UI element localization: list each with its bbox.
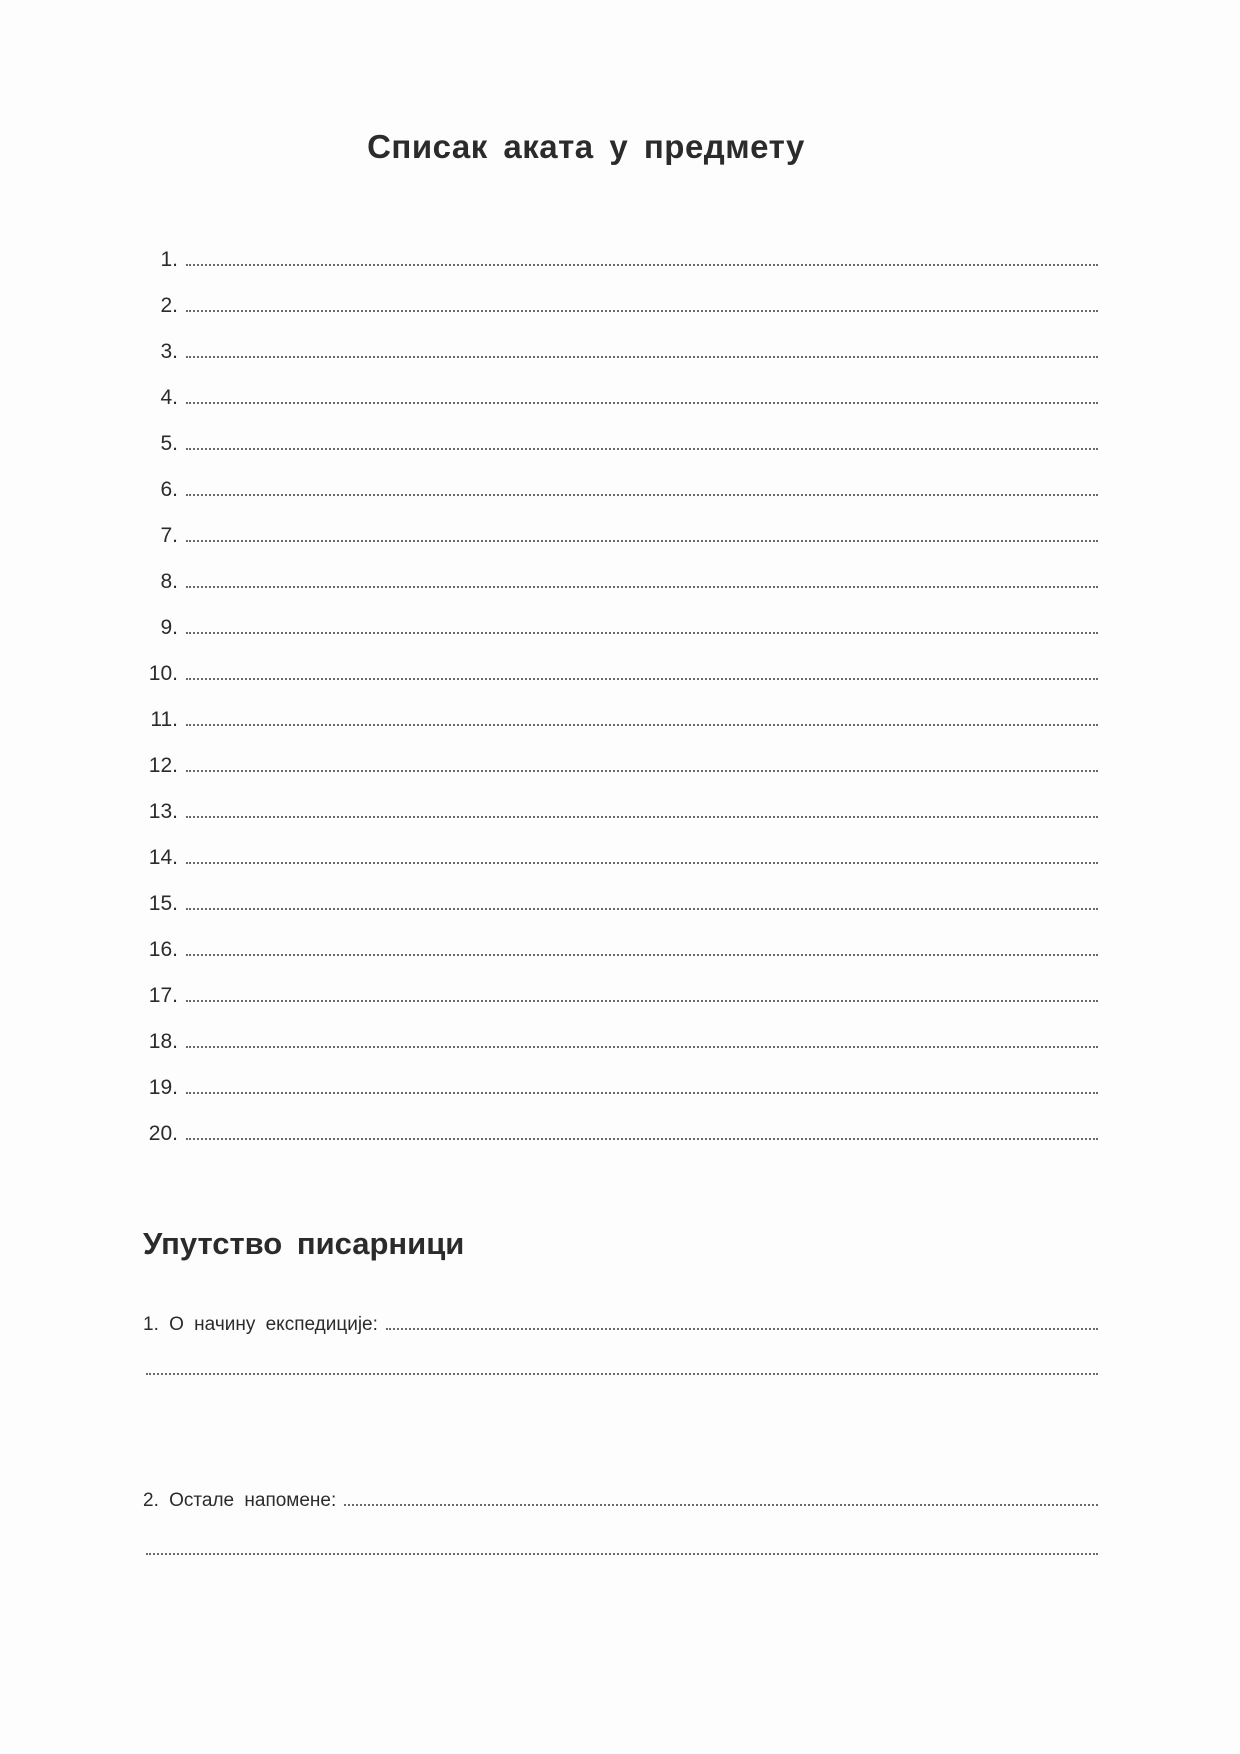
other-notes-line[interactable] bbox=[344, 1488, 1098, 1506]
list-item-fill-line[interactable] bbox=[186, 522, 1098, 542]
list-item-number: 12. bbox=[148, 754, 178, 777]
list-item-fill-line[interactable] bbox=[186, 890, 1098, 910]
list-item-number: 6. bbox=[160, 478, 178, 501]
dispatch-method-label: 1. О начину експедиције: bbox=[143, 1314, 378, 1335]
list-item-number: 11. bbox=[150, 708, 178, 731]
list-item bbox=[128, 476, 1098, 522]
list-item-number: 16. bbox=[148, 938, 178, 961]
list-item-fill-line[interactable] bbox=[186, 982, 1098, 1002]
list-item bbox=[128, 246, 1098, 292]
dispatch-method-continuation-line[interactable] bbox=[146, 1373, 1098, 1375]
list-item-number: 13. bbox=[148, 800, 178, 823]
list-item-number: 9. bbox=[160, 616, 178, 639]
list-item bbox=[128, 384, 1098, 430]
list-item-number: 8. bbox=[160, 570, 178, 593]
list-item-fill-line[interactable] bbox=[186, 752, 1098, 772]
list-item bbox=[128, 522, 1098, 568]
list-item bbox=[128, 982, 1098, 1028]
dispatch-method-line[interactable] bbox=[386, 1312, 1098, 1330]
list-item-fill-line[interactable] bbox=[186, 338, 1098, 358]
list-item-fill-line[interactable] bbox=[186, 844, 1098, 864]
list-item bbox=[128, 660, 1098, 706]
acts-list bbox=[128, 246, 1098, 1166]
instructions-heading: Упутство писарници bbox=[143, 1226, 465, 1261]
list-item-fill-line[interactable] bbox=[186, 706, 1098, 726]
dispatch-method-field[interactable] bbox=[143, 1312, 1098, 1336]
list-item bbox=[128, 1028, 1098, 1074]
list-item-fill-line[interactable] bbox=[186, 660, 1098, 680]
list-item-fill-line[interactable] bbox=[186, 798, 1098, 818]
list-item-fill-line[interactable] bbox=[186, 568, 1098, 588]
list-item-number: 4. bbox=[160, 386, 178, 409]
list-item bbox=[128, 706, 1098, 752]
list-item-number: 17. bbox=[148, 984, 178, 1007]
list-item-number: 15. bbox=[148, 892, 178, 915]
list-item-number: 14. bbox=[148, 846, 178, 869]
list-item bbox=[128, 614, 1098, 660]
list-item bbox=[128, 292, 1098, 338]
list-item-number: 19. bbox=[148, 1076, 178, 1099]
list-item-number: 7. bbox=[160, 524, 178, 547]
list-item-fill-line[interactable] bbox=[186, 292, 1098, 312]
list-item bbox=[128, 430, 1098, 476]
page-title: Списак аката у предмету bbox=[367, 128, 805, 165]
list-item-number: 1. bbox=[160, 248, 178, 271]
list-item-number: 18. bbox=[148, 1030, 178, 1053]
list-item bbox=[128, 936, 1098, 982]
list-item bbox=[128, 1120, 1098, 1166]
list-item-number: 2. bbox=[160, 294, 178, 317]
list-item-fill-line[interactable] bbox=[186, 384, 1098, 404]
other-notes-field[interactable] bbox=[143, 1488, 1098, 1512]
list-item-number: 20. bbox=[148, 1122, 178, 1145]
other-notes-continuation-line[interactable] bbox=[146, 1553, 1098, 1555]
list-item bbox=[128, 1074, 1098, 1120]
list-item bbox=[128, 798, 1098, 844]
list-item-fill-line[interactable] bbox=[186, 246, 1098, 266]
list-item-number: 10. bbox=[148, 662, 178, 685]
list-item-fill-line[interactable] bbox=[186, 476, 1098, 496]
list-item bbox=[128, 844, 1098, 890]
list-item-number: 5. bbox=[160, 432, 178, 455]
list-item-fill-line[interactable] bbox=[186, 614, 1098, 634]
list-item bbox=[128, 568, 1098, 614]
list-item-number: 3. bbox=[160, 340, 178, 363]
list-item-fill-line[interactable] bbox=[186, 1028, 1098, 1048]
list-item-fill-line[interactable] bbox=[186, 1074, 1098, 1094]
list-item-fill-line[interactable] bbox=[186, 936, 1098, 956]
list-item-fill-line[interactable] bbox=[186, 430, 1098, 450]
list-item bbox=[128, 752, 1098, 798]
other-notes-label: 2. Остале напомене: bbox=[143, 1490, 337, 1511]
list-item bbox=[128, 890, 1098, 936]
list-item-fill-line[interactable] bbox=[186, 1120, 1098, 1140]
list-item bbox=[128, 338, 1098, 384]
